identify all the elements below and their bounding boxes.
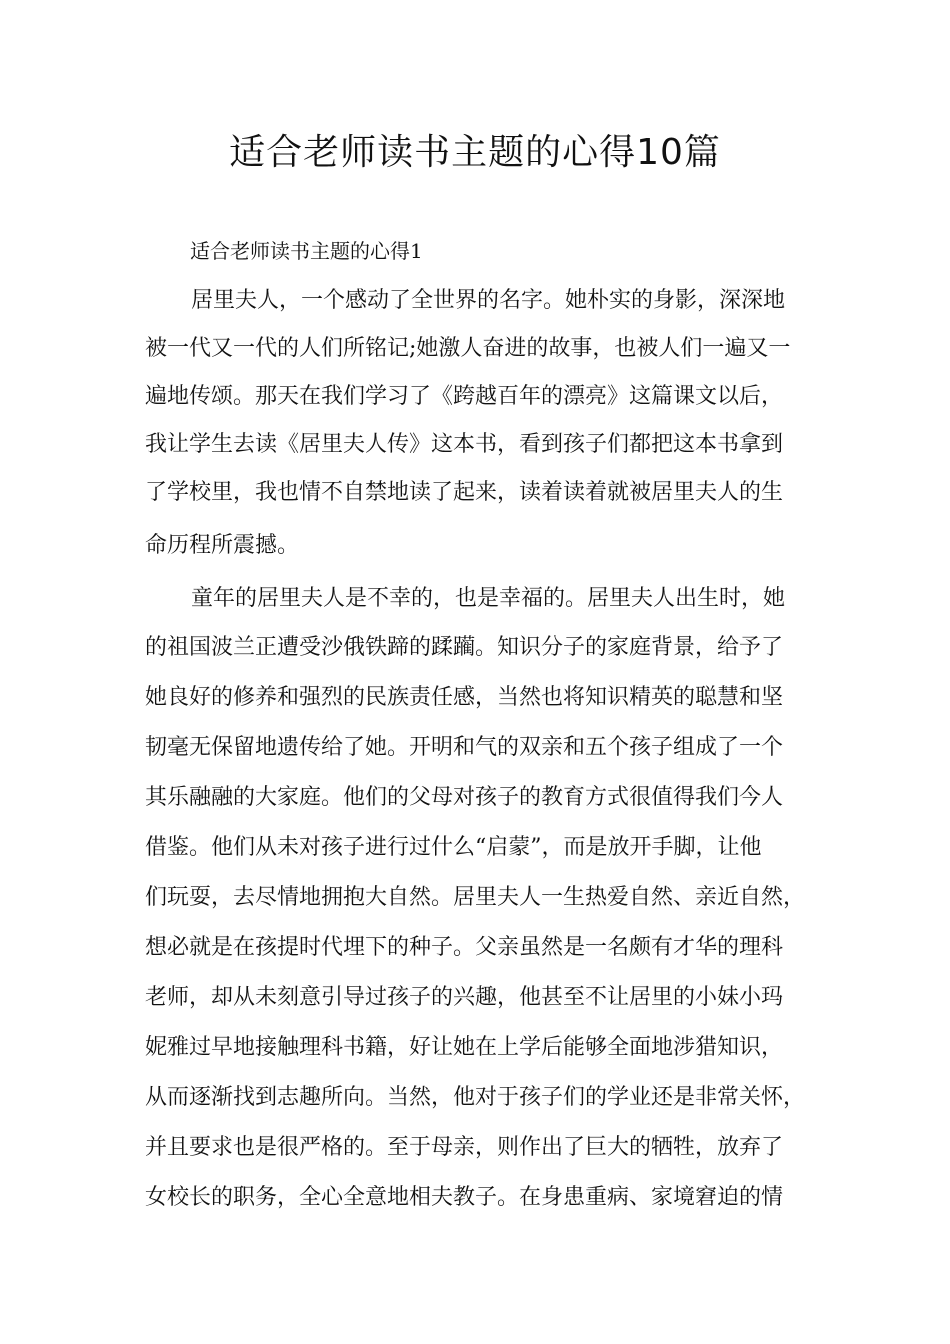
paragraph-line: 居里夫人，一个感动了全世界的名字。她朴实的身影，深深地	[191, 288, 786, 313]
paragraph-line: 被一代又一代的人们所铭记;她激人奋进的故事，也被人们一遍又一	[145, 336, 791, 361]
paragraph-line: 我让学生去读《居里夫人传》这本书，看到孩子们都把这本书拿到	[145, 432, 784, 457]
document-title: 适合老师读书主题的心得10篇	[229, 132, 721, 173]
paragraph-line: 的祖国波兰正遭受沙俄铁蹄的蹂躏。知识分子的家庭背景，给予了	[145, 635, 784, 660]
section-heading: 适合老师读书主题的心得1	[190, 239, 423, 263]
paragraph-line: 们玩耍，去尽情地拥抱大自然。居里夫人一生热爱自然、亲近自然，	[145, 885, 806, 910]
paragraph-line: 了学校里，我也情不自禁地读了起来，读着读着就被居里夫人的生	[145, 480, 784, 505]
paragraph-line: 童年的居里夫人是不幸的，也是幸福的。居里夫人出生时，她	[191, 586, 786, 611]
paragraph-line: 她良好的修养和强烈的民族责任感，当然也将知识精英的聪慧和坚	[145, 685, 784, 710]
paragraph-line: 想必就是在孩提时代埋下的种子。父亲虽然是一名颇有才华的理科	[145, 935, 784, 960]
paragraph-line: 妮雅过早地接触理科书籍，好让她在上学后能够全面地涉猎知识，	[145, 1035, 784, 1060]
paragraph-line: 其乐融融的大家庭。他们的父母对孩子的教育方式很值得我们今人	[145, 785, 784, 810]
paragraph-line: 韧毫无保留地遗传给了她。开明和气的双亲和五个孩子组成了一个	[145, 735, 784, 760]
paragraph-line: 遍地传颂。那天在我们学习了《跨越百年的漂亮》这篇课文以后，	[145, 384, 784, 409]
paragraph-line: 女校长的职务，全心全意地相夫教子。在身患重病、家境窘迫的情	[145, 1185, 784, 1210]
paragraph-line: 老师，却从未刻意引导过孩子的兴趣，他甚至不让居里的小妹小玛	[145, 985, 784, 1010]
paragraph-line: 借鉴。他们从未对孩子进行过什么“启蒙”，而是放开手脚，让他	[145, 835, 762, 860]
paragraph-line: 从而逐渐找到志趣所向。当然，他对于孩子们的学业还是非常关怀，	[145, 1085, 806, 1110]
paragraph-line: 并且要求也是很严格的。至于母亲，则作出了巨大的牺牲，放弃了	[145, 1135, 784, 1160]
paragraph-line: 命历程所震撼。	[145, 533, 300, 558]
